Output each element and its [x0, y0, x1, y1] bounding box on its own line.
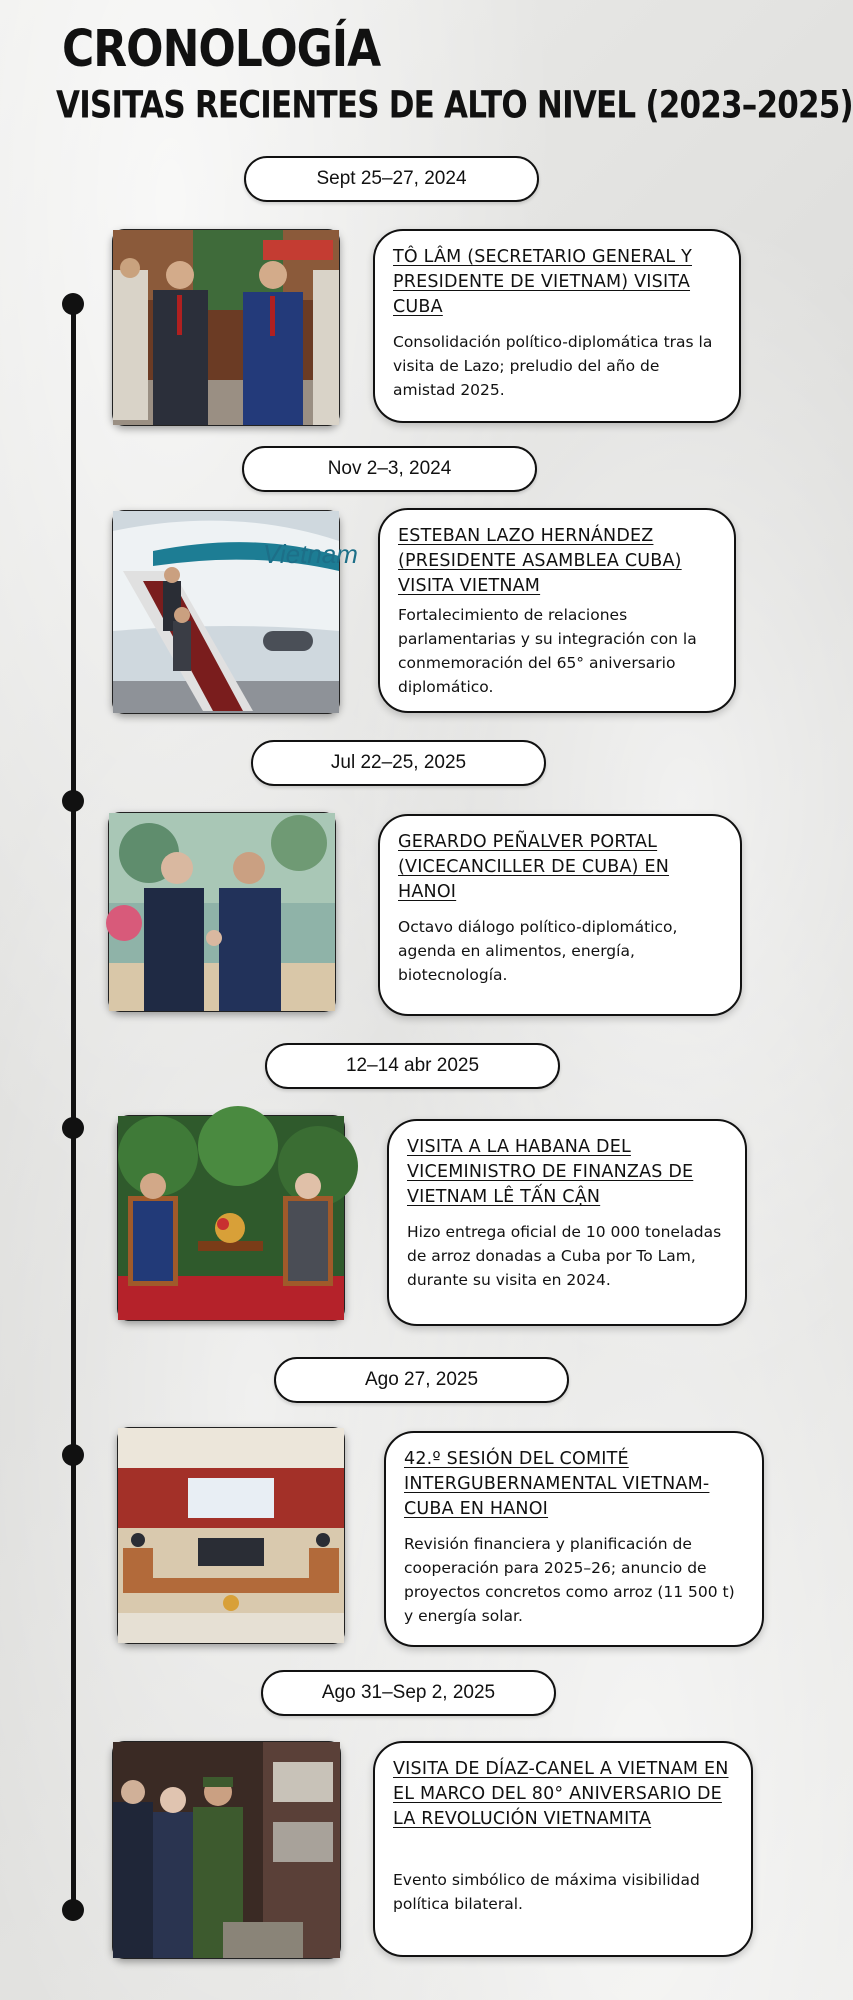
handshake-photo: [108, 812, 336, 1012]
official-welcome-photo: [112, 229, 340, 426]
page-subtitle: VISITAS RECIENTES DE ALTO NIVEL (2023–2025): [56, 84, 853, 128]
timeline-dot: [62, 293, 84, 315]
timeline-dot: [62, 1444, 84, 1466]
timeline-dot: [62, 790, 84, 812]
event-description: Fortalecimiento de relaciones parlamentarias y su integración con la conmemoración del 65° aniversario diplomático.: [398, 606, 697, 696]
event-card: [373, 229, 741, 423]
timeline-dot: [62, 1117, 84, 1139]
event-title: VISITA A LA HABANA DEL VICEMINISTRO DE FINANZAS DE VIETNAM LÊ TẤN CẬN: [407, 1137, 694, 1207]
event-card: [378, 508, 736, 713]
event-date: Sept 25–27, 2024: [244, 156, 539, 202]
event-card: [373, 1741, 753, 1957]
event-date: Ago 27, 2025: [274, 1357, 569, 1403]
museum-visit-photo: [112, 1741, 341, 1959]
seated-meeting-photo: [117, 1115, 345, 1321]
event-description: Octavo diálogo político-diplomático, agenda en alimentos, energía, biotecnología.: [398, 918, 678, 984]
event-card: [387, 1119, 747, 1326]
event-description: Revisión financiera y planificación de cooperación para 2025–26; anuncio de proyectos concretos como arroz (11 500 t) y energía solar.: [404, 1535, 735, 1625]
event-date: Ago 31–Sep 2, 2025: [261, 1670, 556, 1716]
event-description: Consolidación político-diplomática tras la visita de Lazo; preludio del año de amistad 2025.: [393, 333, 713, 399]
timeline-dot: [62, 1899, 84, 1921]
event-title: TÔ LÂM (SECRETARIO GENERAL Y PRESIDENTE DE VIETNAM) VISITA CUBA: [393, 247, 692, 317]
event-date: Jul 22–25, 2025: [251, 740, 546, 786]
event-date: 12–14 abr 2025: [265, 1043, 560, 1089]
event-title: 42.º SESIÓN DEL COMITÉ INTERGUBERNAMENTAL VIETNAM-CUBA EN HANOI: [404, 1449, 710, 1519]
event-description: Evento simbólico de máxima visibilidad política bilateral.: [393, 1871, 700, 1913]
page-title: CRONOLOGÍA: [62, 20, 381, 79]
event-card: [378, 814, 742, 1016]
event-title: VISITA DE DÍAZ-CANEL A VIETNAM EN EL MARCO DEL 80° ANIVERSARIO DE LA REVOLUCIÓN VIETNAMITA: [393, 1759, 729, 1829]
airplane-livery-text: Vietnam: [263, 539, 358, 569]
event-card: [384, 1431, 764, 1647]
event-date: Nov 2–3, 2024: [242, 446, 537, 492]
timeline-line: [71, 302, 76, 1910]
event-description: Hizo entrega oficial de 10 000 toneladas de arroz donadas a Cuba por To Lam, durante su visita en 2024.: [407, 1223, 722, 1289]
event-title: ESTEBAN LAZO HERNÁNDEZ (PRESIDENTE ASAMBLEA CUBA) VISITA VIETNAM: [398, 526, 682, 596]
airplane-arrival-photo: [112, 510, 358, 714]
event-title: GERARDO PEÑALVER PORTAL (VICECANCILLER DE CUBA) EN HANOI: [398, 832, 670, 902]
conference-room-photo: [117, 1427, 345, 1644]
